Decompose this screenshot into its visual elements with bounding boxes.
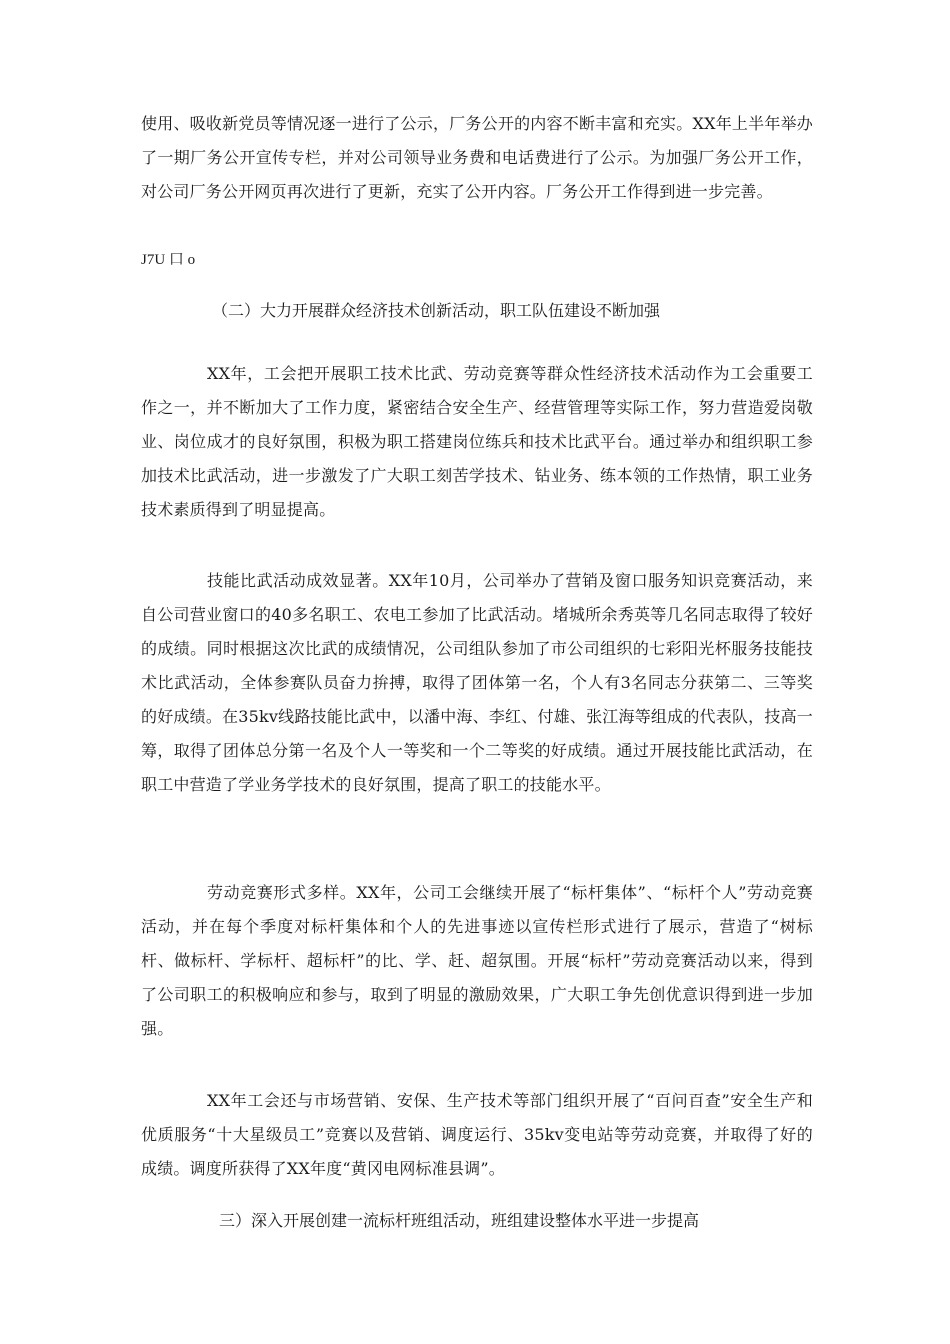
section-heading-2: （二）大力开展群众经济技术创新活动，职工队伍建设不断加强 — [212, 301, 661, 320]
section-heading-3: 三）深入开展创建一流标杆班组活动，班组建设整体水平进一步提高 — [219, 1211, 700, 1230]
paragraph-skills-contest: 技能比武活动成效显著。XX年10月，公司举办了营销及窗口服务知识竞赛活动，来自公司营业窗口的40多名职工、农电工参加了比武活动。堵城所余秀英等几名同志取得了较好的成绩。同时根据这次比武的成绩情况，公司组队参加了市公司组织的七彩阳光杯服务技能技术比武活动，全体参赛队员奋力拚搏，取得了团体第一名，个人有3名同志分获第二、三等奖的好成绩。在35kv线路技能比武中，以潘中海、李红、付雄、张江海等组成的代表队，技高一筹，取得了团体总分第一名及个人一等奖和一个二等奖的好成绩。通过开展技能比武活动，在职工中营造了学业务学技术的良好氛围，提高了职工的技能水平。 — [141, 571, 813, 794]
paragraph-technical-competition: XX年，工会把开展职工技术比武、劳动竞赛等群众性经济技术活动作为工会重要工作之一，并不断加大了工作力度，紧密结合安全生产、经营管理等实际工作，努力营造爱岗敬业、岗位成才的良好氛围，积极为职工搭建岗位练兵和技术比武平台。通过举办和组织职工参加技术比武活动，进一步激发了广大职工刻苦学技术、钻业务、练本领的工作热情，职工业务技术素质得到了明显提高。 — [141, 364, 813, 519]
ocr-artifact-line: J7U 口 o — [141, 252, 196, 268]
paragraph-labor-competition: 劳动竞赛形式多样。XX年，公司工会继续开展了“标杆集体”、“标杆个人”劳动竞赛活动，并在每个季度对标杆集体和个人的先进事迹以宣传栏形式进行了展示，营造了“树标杆、做标杆、学标杆、超标杆”的比、学、赶、超氛围。开展“标杆”劳动竞赛活动以来，得到了公司职工的积极响应和参与，取到了明显的激励效果，广大职工争先创优意识得到进一步加强。 — [141, 883, 813, 1038]
paragraph-union-cooperation: XX年工会还与市场营销、安保、生产技术等部门组织开展了“百问百查”安全生产和优质服务“十大星级员工”竞赛以及营销、调度运行、35kv变电站等劳动竞赛，并取得了好的成绩。调度所获得了XX年度“黄冈电网标准县调”。 — [141, 1091, 813, 1178]
paragraph-publicity: 使用、吸收新党员等情况逐一进行了公示，厂务公开的内容不断丰富和充实。XX年上半年举办了一期厂务公开宣传专栏，并对公司领导业务费和电话费进行了公示。为加强厂务公开工作，对公司厂务公开网页再次进行了更新，充实了公开内容。厂务公开工作得到进一步完善。 — [141, 114, 813, 201]
